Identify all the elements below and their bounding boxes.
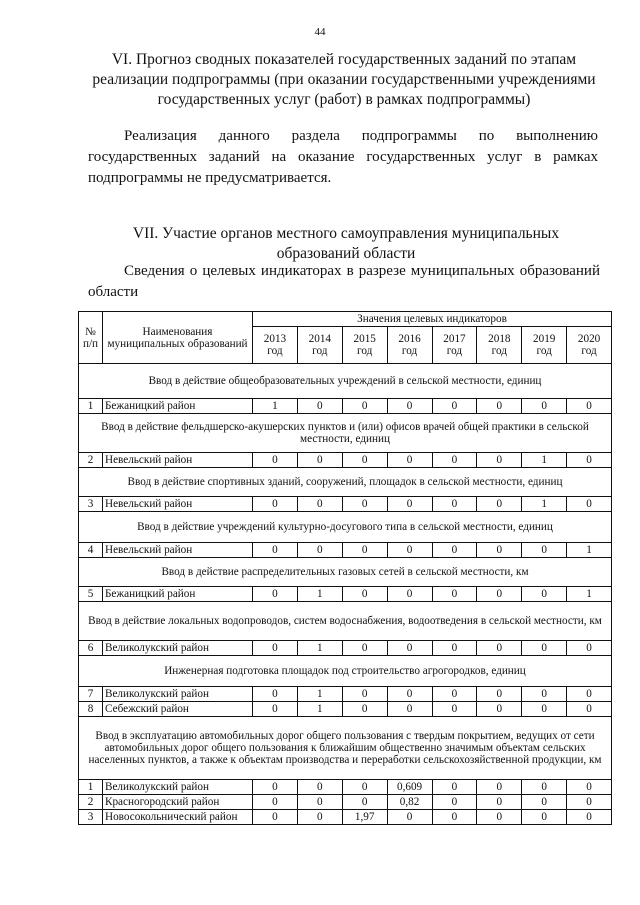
indicator-value: 0 <box>342 687 387 702</box>
indicator-value: 0 <box>477 587 522 602</box>
indicator-value: 0 <box>387 543 432 558</box>
indicator-value: 0 <box>387 453 432 468</box>
table-row <box>79 399 612 414</box>
indicator-value: 0,82 <box>387 795 432 810</box>
column-header-number: № п/п <box>79 312 103 364</box>
target-indicators-table <box>78 311 612 825</box>
indicator-title: Инженерная подготовка площадок под строительство агрогородков, единиц <box>79 656 612 687</box>
indicator-value: 0 <box>567 497 612 512</box>
indicator-value: 0 <box>253 543 298 558</box>
row-number: 5 <box>79 587 103 602</box>
indicator-value: 0 <box>253 641 298 656</box>
indicator-value: 0 <box>477 497 522 512</box>
indicator-value: 0 <box>432 453 477 468</box>
indicator-value: 0 <box>297 810 342 825</box>
indicator-title: Ввод в действие распределительных газовых сетей в сельской местности, км <box>79 558 612 587</box>
indicator-value: 0 <box>253 795 298 810</box>
indicator-value: 0 <box>253 810 298 825</box>
indicator-value: 0 <box>477 399 522 414</box>
indicator-value: 0 <box>432 687 477 702</box>
indicator-value: 0 <box>297 795 342 810</box>
table-row <box>79 702 612 717</box>
indicator-value: 0 <box>522 795 567 810</box>
municipality-name: Великолукский район <box>103 687 253 702</box>
indicator-value: 0,609 <box>387 780 432 795</box>
municipality-name: Себежский район <box>103 702 253 717</box>
section-header-row <box>79 656 612 687</box>
municipality-name: Бежаницкий район <box>103 587 253 602</box>
indicator-value: 1 <box>297 641 342 656</box>
indicator-title: Ввод в действие фельдшерско-акушерских пунктов и (или) офисов врачей общей практики в сельской местности, единиц <box>79 414 612 453</box>
indicator-value: 1 <box>567 543 612 558</box>
indicator-title: Ввод в эксплуатацию автомобильных дорог общего пользования с твердым покрытием, ведущих от сети автомобильных дорог общего пользования к ближайшим общественно значимым объектам сельских населенных пунктов, а также к объектам производства и переработки сельскохозяйственной продукции, км <box>79 717 612 780</box>
section-7-intro: Сведения о целевых индикаторах в разрезе муниципальных образований области <box>88 263 600 300</box>
indicator-value: 1 <box>567 587 612 602</box>
indicator-value: 0 <box>432 702 477 717</box>
table-row <box>79 641 612 656</box>
municipality-name: Великолукский район <box>103 780 253 795</box>
indicator-value: 0 <box>477 687 522 702</box>
indicator-value: 0 <box>477 641 522 656</box>
indicator-value: 0 <box>567 453 612 468</box>
table-row <box>79 587 612 602</box>
indicator-value: 0 <box>342 780 387 795</box>
section-6-text: Реализация данного раздела подпрограммы по выполнению государственных заданий на оказание государственных услуг в рамках подпрограммы не предусматривается. <box>88 128 598 186</box>
indicator-value: 0 <box>522 702 567 717</box>
table-header-row <box>79 312 612 327</box>
section-6-title: VI. Прогноз сводных показателей государственных заданий по этапам реализации подпрограммы (при оказании государственными учреждениями государственных услуг (работ) в рамках подпрограммы) <box>92 51 596 108</box>
municipality-name: Бежаницкий район <box>103 399 253 414</box>
row-number: 2 <box>79 795 103 810</box>
indicator-value: 0 <box>432 587 477 602</box>
row-number: 8 <box>79 702 103 717</box>
indicator-value: 0 <box>522 399 567 414</box>
year-header: 2013 год <box>253 327 298 364</box>
table-row <box>79 795 612 810</box>
row-number: 3 <box>79 810 103 825</box>
indicator-value: 0 <box>477 795 522 810</box>
indicator-value: 0 <box>522 587 567 602</box>
table-body <box>79 364 612 825</box>
indicator-value: 0 <box>522 543 567 558</box>
indicator-value: 0 <box>387 687 432 702</box>
column-header-values: Значения целевых индикаторов <box>253 312 612 327</box>
indicator-value: 0 <box>342 702 387 717</box>
section-header-row <box>79 468 612 497</box>
indicator-value: 0 <box>387 810 432 825</box>
indicator-value: 0 <box>522 687 567 702</box>
indicator-title: Ввод в действие общеобразовательных учреждений в сельской местности, единиц <box>79 364 612 399</box>
indicator-value: 0 <box>477 810 522 825</box>
indicator-value: 0 <box>432 641 477 656</box>
indicator-value: 0 <box>522 810 567 825</box>
year-header: 2015 год <box>342 327 387 364</box>
indicator-value: 0 <box>432 543 477 558</box>
indicator-value: 0 <box>297 497 342 512</box>
indicator-value: 0 <box>253 587 298 602</box>
year-header: 2018 год <box>477 327 522 364</box>
indicator-value: 0 <box>387 399 432 414</box>
indicator-value: 0 <box>477 780 522 795</box>
indicator-value: 1 <box>297 702 342 717</box>
row-number: 1 <box>79 780 103 795</box>
column-header-name: Наименования муниципальных образований <box>103 312 253 364</box>
table-row <box>79 687 612 702</box>
row-number: 2 <box>79 453 103 468</box>
section-header-row <box>79 414 612 453</box>
indicator-value: 0 <box>342 587 387 602</box>
indicator-value: 0 <box>432 780 477 795</box>
section-7-title: VII. Участие органов местного самоуправления муниципальных образований области <box>132 225 560 262</box>
indicator-value: 1 <box>297 587 342 602</box>
table-row <box>79 810 612 825</box>
indicator-value: 1 <box>253 399 298 414</box>
row-number: 1 <box>79 399 103 414</box>
table-row <box>79 543 612 558</box>
municipality-name: Невельский район <box>103 543 253 558</box>
year-header: 2019 год <box>522 327 567 364</box>
indicator-value: 0 <box>387 702 432 717</box>
indicator-value: 0 <box>253 687 298 702</box>
page-number: 44 <box>314 26 326 38</box>
indicator-value: 0 <box>567 641 612 656</box>
municipality-name: Невельский район <box>103 497 253 512</box>
row-number: 4 <box>79 543 103 558</box>
municipality-name: Невельский район <box>103 453 253 468</box>
indicator-title: Ввод в действие спортивных зданий, сооружений, площадок в сельской местности, единиц <box>79 468 612 497</box>
indicator-value: 0 <box>432 497 477 512</box>
year-header: 2016 год <box>387 327 432 364</box>
indicator-value: 0 <box>297 453 342 468</box>
indicator-value: 0 <box>567 795 612 810</box>
indicator-title: Ввод в действие локальных водопроводов, систем водоснабжения, водоотведения в сельской местности, км <box>79 602 612 641</box>
indicator-value: 0 <box>522 641 567 656</box>
indicator-value: 0 <box>477 702 522 717</box>
indicator-value: 0 <box>477 543 522 558</box>
indicator-value: 0 <box>342 399 387 414</box>
section-header-row <box>79 558 612 587</box>
section-header-row <box>79 512 612 543</box>
municipality-name: Новосокольнический район <box>103 810 253 825</box>
year-header: 2014 год <box>297 327 342 364</box>
section-header-row <box>79 364 612 399</box>
indicator-value: 0 <box>253 702 298 717</box>
indicator-value: 1 <box>522 453 567 468</box>
indicator-value: 0 <box>567 702 612 717</box>
indicator-value: 0 <box>522 780 567 795</box>
section-header-row <box>79 602 612 641</box>
municipality-name: Великолукский район <box>103 641 253 656</box>
indicator-value: 0 <box>342 795 387 810</box>
indicator-value: 0 <box>387 641 432 656</box>
indicator-value: 0 <box>253 497 298 512</box>
indicator-value: 0 <box>432 810 477 825</box>
indicator-value: 0 <box>253 453 298 468</box>
indicator-value: 0 <box>432 399 477 414</box>
municipality-name: Красногородский район <box>103 795 253 810</box>
indicator-value: 1,97 <box>342 810 387 825</box>
row-number: 3 <box>79 497 103 512</box>
indicator-value: 0 <box>567 399 612 414</box>
indicator-value: 1 <box>297 687 342 702</box>
row-number: 7 <box>79 687 103 702</box>
table-row <box>79 497 612 512</box>
indicator-value: 0 <box>567 810 612 825</box>
indicator-value: 1 <box>522 497 567 512</box>
section-header-row <box>79 717 612 780</box>
indicator-value: 0 <box>342 497 387 512</box>
indicator-value: 0 <box>342 543 387 558</box>
indicator-value: 0 <box>297 399 342 414</box>
indicator-value: 0 <box>387 587 432 602</box>
indicator-value: 0 <box>567 687 612 702</box>
indicator-value: 0 <box>297 780 342 795</box>
indicator-value: 0 <box>342 453 387 468</box>
indicator-value: 0 <box>342 641 387 656</box>
year-header: 2020 год <box>567 327 612 364</box>
indicator-value: 0 <box>253 780 298 795</box>
indicator-value: 0 <box>297 543 342 558</box>
year-header: 2017 год <box>432 327 477 364</box>
indicator-title: Ввод в действие учреждений культурно-досугового типа в сельской местности, единиц <box>79 512 612 543</box>
indicator-value: 0 <box>567 780 612 795</box>
row-number: 6 <box>79 641 103 656</box>
table-row <box>79 453 612 468</box>
indicator-value: 0 <box>432 795 477 810</box>
indicator-value: 0 <box>387 497 432 512</box>
table-row <box>79 780 612 795</box>
indicator-value: 0 <box>477 453 522 468</box>
